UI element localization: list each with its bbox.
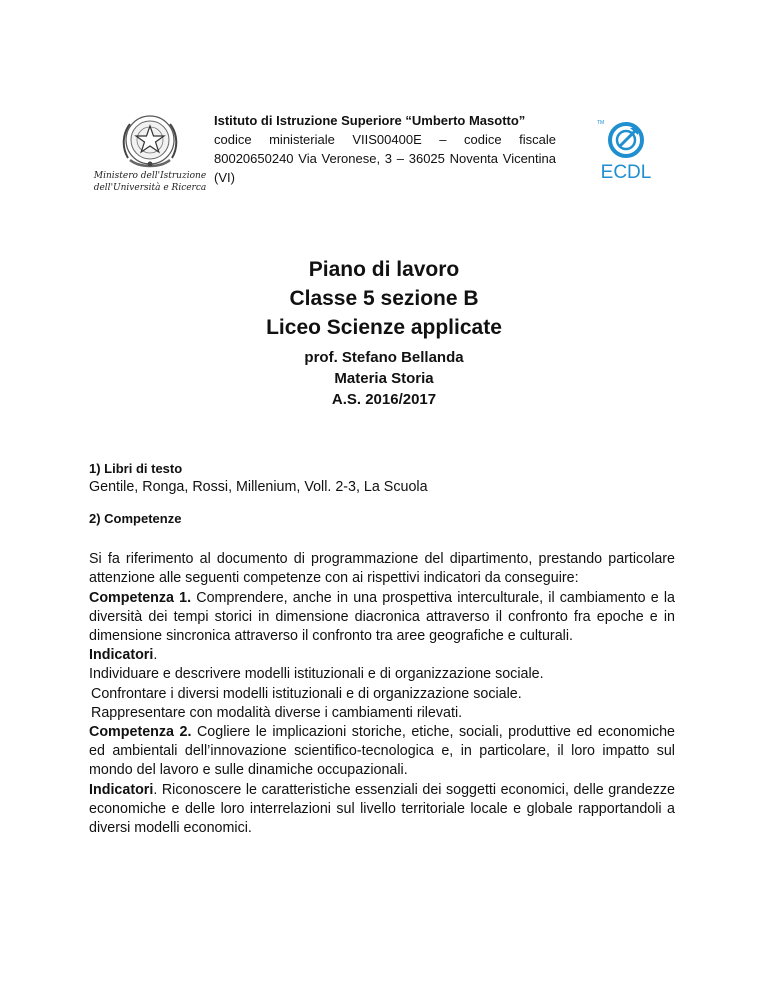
teacher-name: prof. Stefano Bellanda xyxy=(304,349,464,366)
school-year: A.S. 2016/2017 xyxy=(331,391,437,408)
section-title-textbooks: 1) Libri di testo xyxy=(89,461,183,476)
indicator-item: Rappresentare con modalità diverse i cambiamenti rilevati. xyxy=(91,704,463,721)
intro-paragraph: Si fa riferimento al documento di programmazione del dipartimento, prestando particolare attenzione alle seguenti competenze con ai rispettivi indicatori da conseguire: xyxy=(89,551,675,587)
competence-1-label: Competenza 1. xyxy=(89,589,192,606)
indicators-dot: . xyxy=(153,647,158,664)
competence-1-text: Comprendere, anche in una prospettiva interculturale, il cambiamento e la diversità dei tempi storici in dimensione diacronica attraverso il confronto fra epoche e in dimensione sincronica attraverso il confronto tra aree geografiche e culturali. xyxy=(89,589,675,645)
document-body xyxy=(89,459,675,838)
indicators-heading xyxy=(89,646,675,665)
ministry-caption-line: Ministero dell'Istruzione xyxy=(93,171,207,181)
title-line-1: Piano di lavoro xyxy=(308,258,460,281)
competence-2-text: Cogliere le implicazioni storiche, etiche, sociali, produttive ed economiche ed ambientali dell’innovazione scientifico-tecnologica e, in particolare, il loro impatto sul mondo del lavoro e sulle dinamiche occupazionali. xyxy=(89,724,675,779)
school-info xyxy=(214,111,556,187)
title-line-2: Classe 5 sezione B xyxy=(289,287,479,310)
section-title-competences: 2) Competenze xyxy=(89,511,182,527)
ecdl-text: ECDL xyxy=(600,162,652,182)
textbooks-text: Gentile, Ronga, Rossi, Millenium, Voll. 2-3, La Scuola xyxy=(89,479,428,495)
indicators-label: Indicatori xyxy=(89,647,154,664)
indicator-item: Individuare e descrivere modelli istituzionali e di organizzazione sociale. xyxy=(89,666,544,683)
title-line-3: Liceo Scienze applicate xyxy=(266,316,502,339)
ecdl-tm: TM xyxy=(597,120,605,126)
competence-2-label: Competenza 2. xyxy=(89,724,192,741)
ministry-caption-line: dell'Università e Ricerca xyxy=(93,183,207,193)
ecdl-logo-icon xyxy=(596,116,656,182)
ministry-caption xyxy=(90,170,210,194)
competence-1 xyxy=(89,589,675,647)
school-details: codice ministeriale VIIS00400E – codice fiscale 80020650240 Via Veronese, 3 – 36025 Noventa Vicentina (VI) xyxy=(214,132,556,185)
indicators-2-text: . Riconoscere le caratteristiche essenziali dei soggetti economici, delle grandezze economiche e delle loro interrelazioni sul livello territoriale locale e globale rapportandoli a diversi modelli economici. xyxy=(89,781,675,837)
indicators-2-label: Indicatori xyxy=(89,781,154,798)
competence-2 xyxy=(89,723,675,781)
title-block xyxy=(0,255,768,410)
subject: Materia Storia xyxy=(334,370,434,387)
indicator-item: Confrontare i diversi modelli istituzionali e di organizzazione sociale. xyxy=(91,685,522,702)
school-name: Istituto di Istruzione Superiore “Umberto Masotto” xyxy=(214,113,526,128)
indicators-2 xyxy=(89,781,675,839)
